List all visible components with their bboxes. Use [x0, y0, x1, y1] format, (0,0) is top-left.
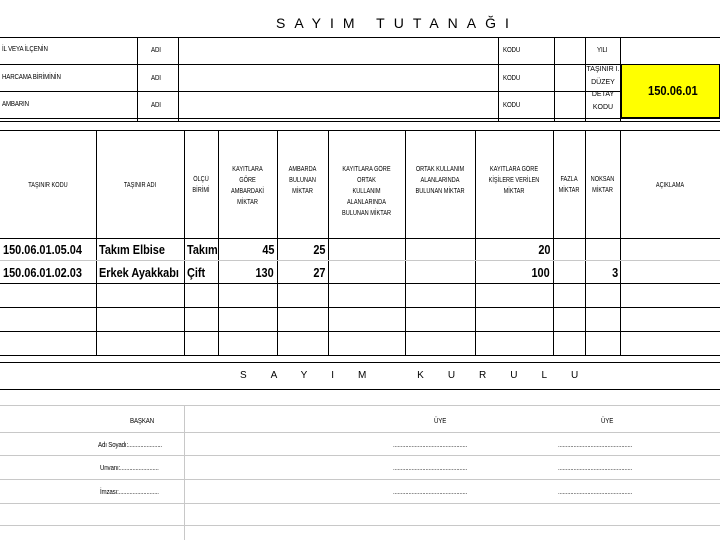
ambar-kodu-label: KODU — [503, 100, 521, 109]
il-ilce-label: İL VEYA İLÇENİN — [2, 44, 48, 53]
table-row — [0, 239, 720, 260]
uye-2-adi-soyadi-field[interactable]: ................................................ — [558, 440, 633, 449]
imzasi-field[interactable]: İmzası:.......................... — [100, 487, 159, 496]
col-header-kisilere-verilen: KAYITLARA GÖRE KİŞİLERE VERİLEN MİKTAR — [488, 166, 540, 195]
col-header-fazla-miktar: FAZLA MİKTAR — [558, 176, 580, 194]
adi-soyadi-field[interactable]: Adı Soyadı:...................... — [98, 440, 162, 449]
page-title: SAYIM TUTANAĞI — [276, 15, 518, 31]
il-ilce-kodu-label: KODU — [503, 45, 521, 54]
harcama-kodu-label: KODU — [503, 73, 521, 82]
col-header-aciklama: AÇIKLAMA — [655, 182, 685, 189]
row-tasinir-adi: Takım Elbise — [99, 242, 165, 257]
uye-2-label: ÜYE — [601, 416, 614, 425]
ambar-adi-label: ADI — [151, 100, 161, 109]
baskan-label: BAŞKAN — [130, 416, 154, 425]
row-tasinir-kodu: 150.06.01.05.04 — [3, 242, 82, 257]
table-row — [0, 261, 720, 283]
row-bulunan-miktar: 27 — [312, 265, 325, 280]
uye-2-unvani-field[interactable]: ................................................ — [558, 463, 633, 472]
col-header-ortak-kullanim-bulunan: ORTAK KULLANIM ALANLARINDA BULUNAN MİKTAR — [415, 166, 465, 195]
row-noksan-miktar: 3 — [611, 265, 618, 280]
row-kisilere-verilen: 20 — [537, 242, 550, 257]
col-header-tasinir-kodu: TAŞINIR KODU — [28, 182, 68, 189]
col-header-noksan-miktar: NOKSAN MİKTAR — [590, 176, 615, 194]
row-olcu-birimi: Takım — [187, 242, 218, 257]
row-kayit-miktar: 130 — [255, 265, 274, 280]
detay-code-value: 150.06.01 — [648, 83, 698, 98]
yili-label: YILI — [597, 45, 608, 54]
ambar-adi-field[interactable] — [179, 92, 497, 117]
harcama-adi-label: ADI — [151, 73, 161, 82]
col-header-olcu-birimi: ÖLÇÜ BİRİMİ — [192, 176, 210, 194]
uye-1-adi-soyadi-field[interactable]: ................................................ — [393, 440, 468, 449]
col-header-ambarda-bulunan: AMBARDA BULUNAN MİKTAR — [288, 166, 317, 195]
harcama-adi-field[interactable] — [179, 65, 497, 90]
harcama-birimi-label: HARCAMA BİRİMİNİN — [2, 72, 61, 81]
row-tasinir-kodu: 150.06.01.02.03 — [3, 265, 82, 280]
uye-2-imzasi-field[interactable]: ................................................ — [558, 487, 633, 496]
uye-1-label: ÜYE — [434, 416, 447, 425]
sayim-kurulu-heading: SAYIM KURULU — [240, 370, 603, 381]
detay-kodu-label: TAŞINIR I. DÜZEY DETAY KODU — [586, 66, 620, 111]
row-olcu-birimi: Çift — [187, 265, 206, 280]
row-tasinir-adi: Erkek Ayakkabı — [99, 265, 179, 280]
unvani-field[interactable]: Unvanı:......................... — [100, 463, 159, 472]
col-header-kayitlara-gore-ambardaki: KAYITLARA GÖRE AMBARDAKİ MİKTAR — [231, 166, 264, 206]
row-bulunan-miktar: 25 — [312, 242, 325, 257]
col-header-tasinir-adi: TAŞINIR ADI — [123, 182, 157, 189]
uye-1-unvani-field[interactable]: ................................................ — [393, 463, 468, 472]
il-ilce-adi-label: ADI — [151, 45, 161, 54]
ambar-label: AMBARIN — [2, 99, 29, 108]
il-ilce-adi-field[interactable] — [179, 38, 497, 63]
row-kayit-miktar: 45 — [261, 242, 274, 257]
col-header-ortak-kullanim-kayit: KAYITLARA GÖRE ORTAK KULLANIM ALANLARINDA BULUNAN MİKTAR — [341, 166, 392, 217]
row-kisilere-verilen: 100 — [531, 265, 550, 280]
uye-1-imzasi-field[interactable]: ................................................ — [393, 487, 468, 496]
